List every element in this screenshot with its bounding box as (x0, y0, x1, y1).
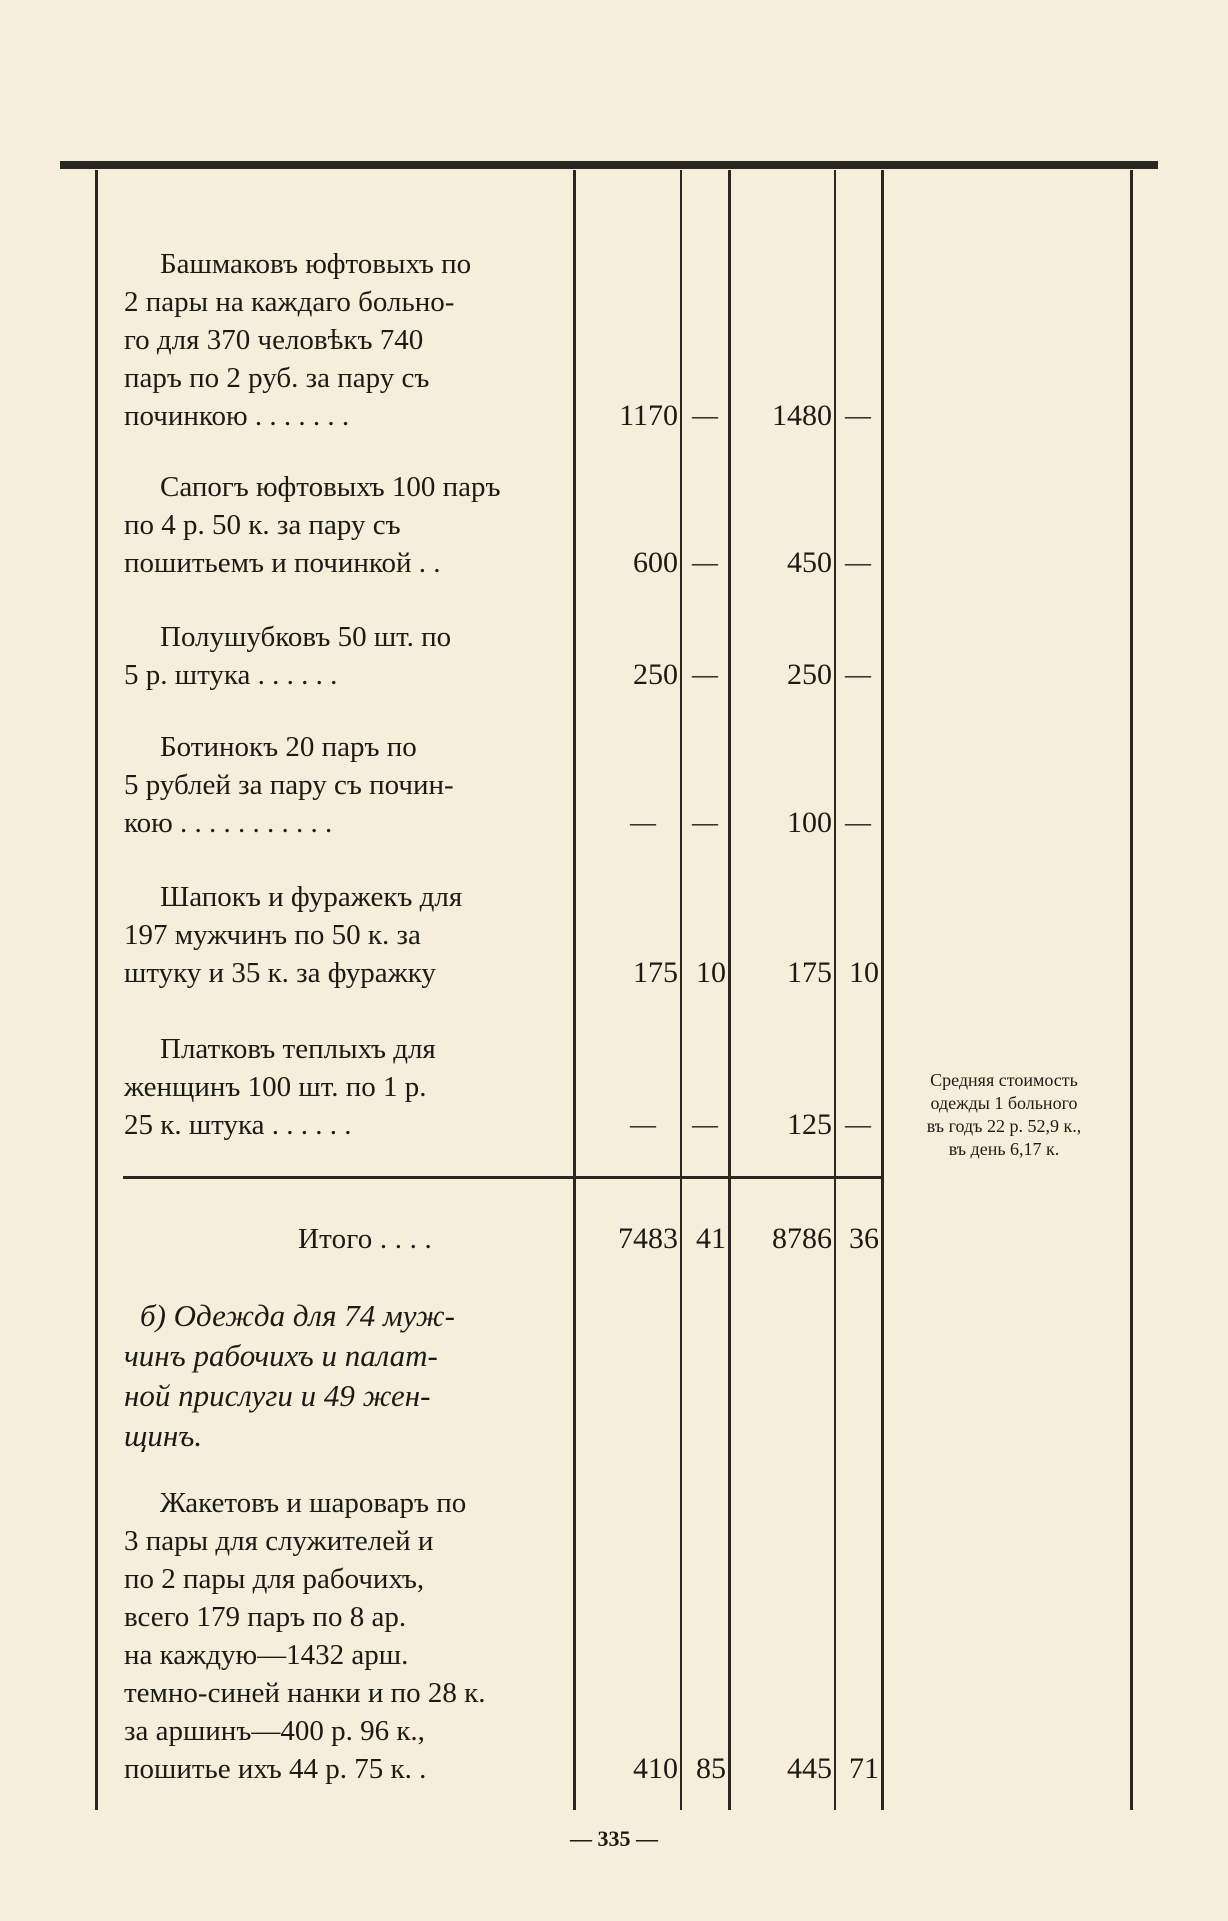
total-col1-value: 7483 (618, 1222, 678, 1255)
total-col2-value: 41 (696, 1222, 726, 1255)
row5-col2-value: 10 (696, 956, 726, 989)
top-rule (60, 161, 1158, 169)
row2-col2-value: — (692, 548, 718, 577)
last-row-col3-value: 445 (787, 1752, 832, 1785)
total-rule (123, 1176, 881, 1179)
row4-col1-value: — (630, 808, 656, 837)
row5-col3-value: 175 (787, 956, 832, 989)
col3-right-line (834, 170, 836, 1810)
page-number: — 335 — (570, 1826, 658, 1851)
entry-line: по 4 р. 50 к. за пару съ (124, 509, 401, 541)
left-border-line (95, 170, 98, 1810)
entry-line: Сапогъ юфтовыхъ 100 паръ (160, 471, 501, 503)
note-line: одежды 1 больного (930, 1093, 1078, 1113)
row6-col3-value: 125 (787, 1108, 832, 1141)
entry-line: кою . . . . . . . . . . . (124, 807, 333, 839)
entry-line: 5 р. штука . . . . . . (124, 659, 338, 691)
entry-sheepskin-coats (124, 618, 556, 694)
row6-col4-value: — (845, 1110, 871, 1139)
entry-line: паръ по 2 руб. за пару съ (124, 362, 430, 394)
heading-line: щинъ. (124, 1418, 203, 1453)
row1-col3-value: 1480 (772, 399, 832, 432)
total-label: Итого . . . . (298, 1223, 433, 1255)
entry-line: темно-синей нанки и по 28 к. (124, 1677, 486, 1709)
col4-right-line (881, 170, 884, 1810)
section-heading (124, 1296, 556, 1456)
entry-tall-boots (124, 468, 556, 582)
last-row-col4-value: 71 (849, 1752, 879, 1785)
row5-col1-value: 175 (633, 956, 678, 989)
entry-line: пошитьемъ и починкой . . (124, 547, 441, 579)
row6-col1-value: — (630, 1110, 656, 1139)
entry-line: на каждую—1432 арш. (124, 1639, 409, 1671)
entry-line: 3 пары для служителей и (124, 1525, 434, 1557)
row1-col2-value: — (692, 401, 718, 430)
entry-line: Полушубковъ 50 шт. по (160, 621, 452, 653)
col2-right-line (728, 170, 731, 1810)
entry-line: Платковъ теплыхъ для (160, 1033, 436, 1065)
entry-line: за аршинъ—400 р. 96 к., (124, 1715, 425, 1747)
entry-line: 25 к. штука . . . . . . (124, 1109, 352, 1141)
entry-line: пошитье ихъ 44 р. 75 к. . (124, 1753, 427, 1785)
total-col3-value: 8786 (772, 1222, 832, 1255)
row2-col1-value: 600 (633, 546, 678, 579)
entry-line: 197 мужчинъ по 50 к. за (124, 919, 421, 951)
heading-line: б) Одежда для 74 муж- (140, 1298, 455, 1333)
heading-line: ной прислуги и 49 жен- (124, 1378, 431, 1413)
last-row-col1-value: 410 (633, 1752, 678, 1785)
col1-right-line (680, 170, 682, 1810)
row1-col4-value: — (845, 401, 871, 430)
entry-line: Ботинокъ 20 паръ по (160, 731, 417, 763)
entry-line: го для 370 человѣкъ 740 (124, 324, 424, 356)
entry-line: всего 179 паръ по 8 ар. (124, 1601, 407, 1633)
row1-col1-value: 1170 (619, 399, 678, 432)
note-line: Средняя стоимость (930, 1070, 1078, 1090)
entry-warm-shawls (124, 1030, 556, 1144)
row6-col2-value: — (692, 1110, 718, 1139)
average-cost-note (882, 1069, 1126, 1161)
row3-col3-value: 250 (787, 658, 832, 691)
entry-line: Жакетовъ и шароваръ по (160, 1487, 467, 1519)
right-border-line (1130, 170, 1133, 1810)
entry-line: починкою . . . . . . . (124, 400, 350, 432)
entry-line: Башмаковъ юфтовыхъ по (160, 248, 472, 280)
row2-col3-value: 450 (787, 546, 832, 579)
entry-line: Шапокъ и фуражекъ для (160, 881, 463, 913)
row3-col4-value: — (845, 660, 871, 689)
row2-col4-value: — (845, 548, 871, 577)
entry-line: по 2 пары для рабочихъ, (124, 1563, 425, 1595)
entry-line: штуку и 35 к. за фуражку (124, 957, 436, 989)
total-col4-value: 36 (849, 1222, 879, 1255)
text-column-right-line (573, 170, 576, 1810)
last-row-col2-value: 85 (696, 1752, 726, 1785)
entry-line: 5 рублей за пару съ почин- (124, 769, 454, 801)
row5-col4-value: 10 (849, 956, 879, 989)
row3-col1-value: 250 (633, 658, 678, 691)
row4-col2-value: — (692, 808, 718, 837)
note-line: въ годъ 22 р. 52,9 к., (926, 1116, 1082, 1136)
entry-ankle-boots (124, 728, 556, 842)
entry-jackets-trousers (124, 1484, 556, 1788)
entry-boots (124, 245, 556, 435)
entry-line: женщинъ 100 шт. по 1 р. (124, 1071, 427, 1103)
row4-col3-value: 100 (787, 806, 832, 839)
row3-col2-value: — (692, 660, 718, 689)
heading-line: чинъ рабочихъ и палат- (124, 1338, 438, 1373)
row4-col4-value: — (845, 808, 871, 837)
entry-line: 2 пары на каждаго больно- (124, 286, 455, 318)
note-line: въ день 6,17 к. (948, 1139, 1060, 1159)
entry-hats-caps (124, 878, 556, 992)
